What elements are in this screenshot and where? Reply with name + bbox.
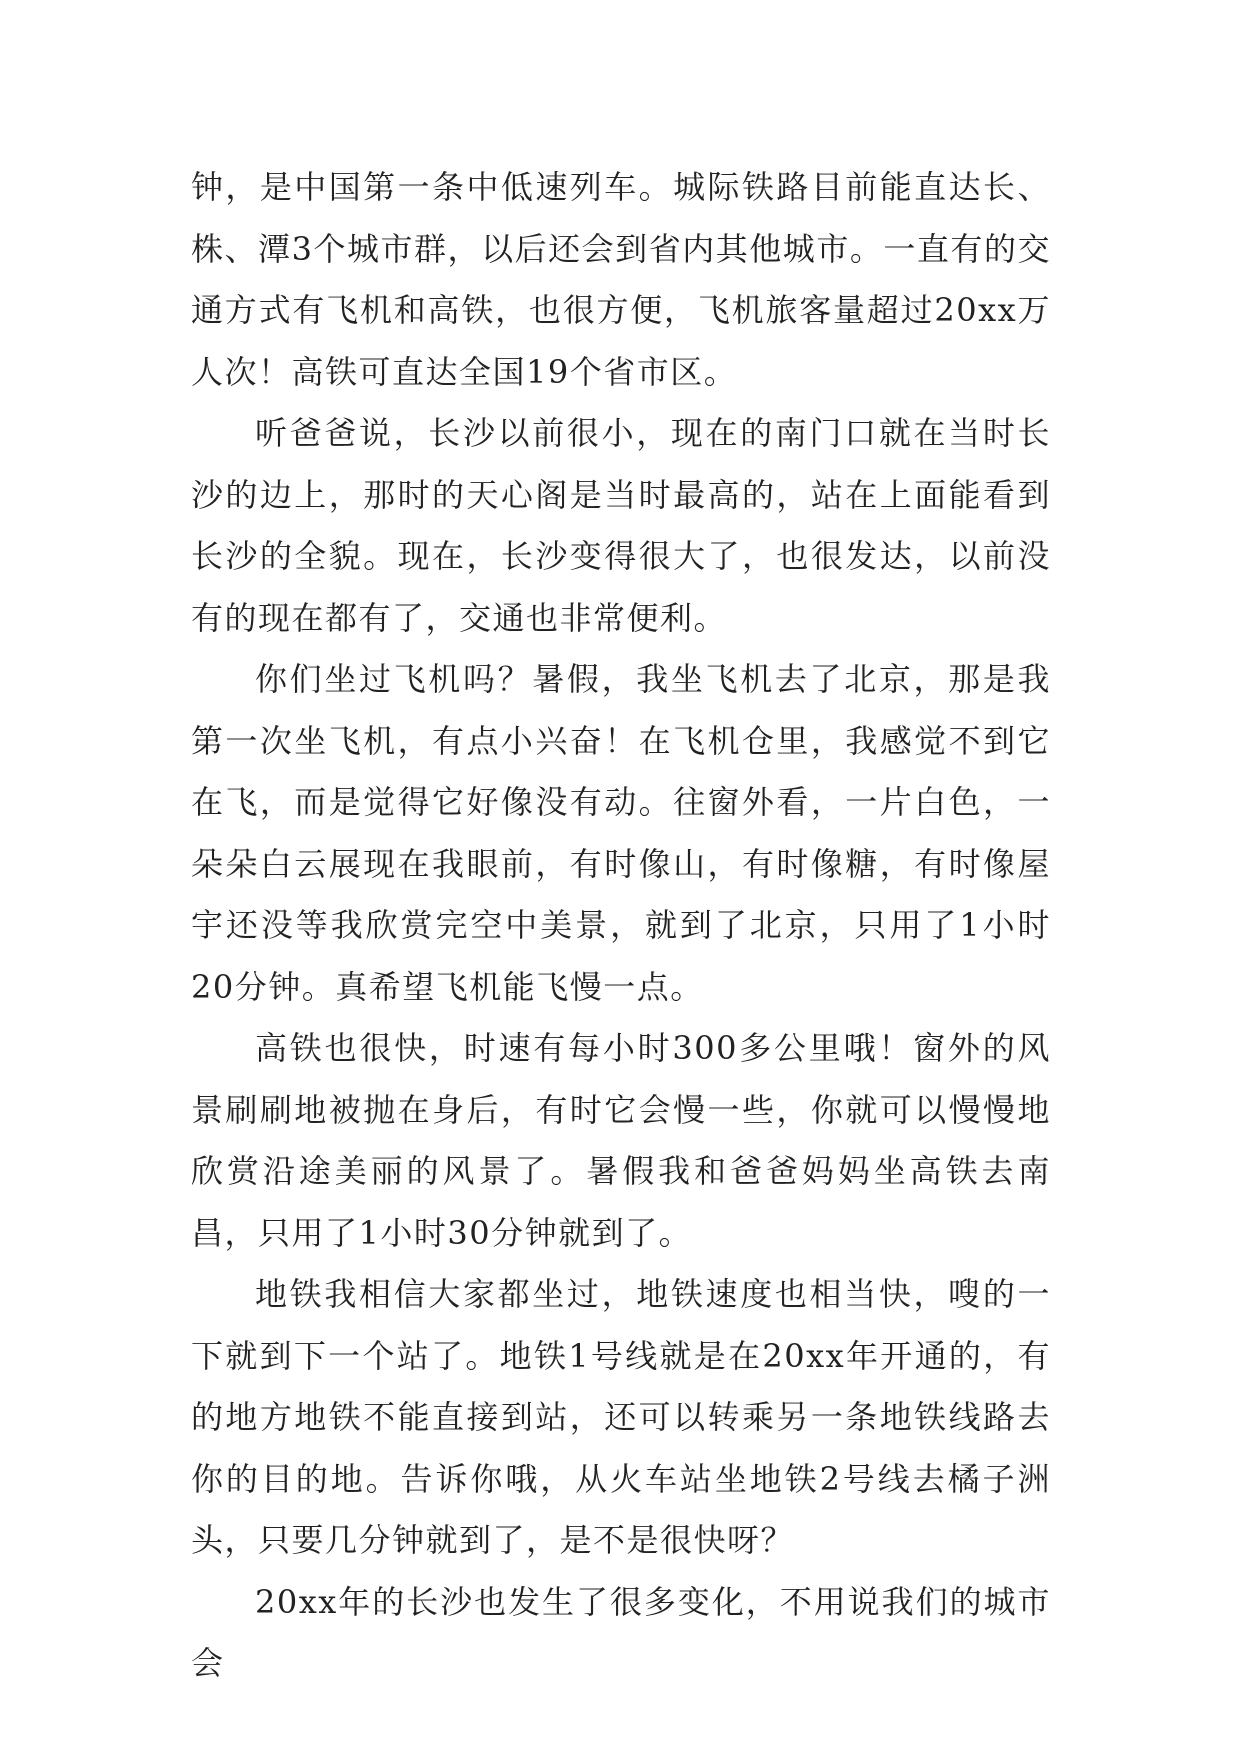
paragraph-2: 听爸爸说，长沙以前很小，现在的南门口就在当时长沙的边上，那时的天心阁是当时最高的，站在上面能看到长沙的全貌。现在，长沙变得很大了，也很发达，以前没有的现在都有了，交通也非常便利。 [191, 414, 1051, 637]
paragraph-4: 高铁也很快，时速有每小时300多公里哦！窗外的风景刷刷地被抛在身后，有时它会慢一些，你就可以慢慢地欣赏沿途美丽的风景了。暑假我和爸爸妈妈坐高铁去南昌，只用了1小时30分钟就到了。 [191, 1029, 1051, 1252]
paragraph-6: 20xx年的长沙也发生了很多变化，不用说我们的城市会 [191, 1582, 1051, 1682]
paragraph-1: 钟，是中国第一条中低速列车。城际铁路目前能直达长、株、潭3个城市群，以后还会到省内其他城市。一直有的交通方式有飞机和高铁，也很方便，飞机旅客量超过20xx万人次！高铁可直达全国19个省市区。 [191, 168, 1051, 391]
article-body [191, 157, 1051, 1695]
paragraph-5: 地铁我相信大家都坐过，地铁速度也相当快，嗖的一下就到下一个站了。地铁1号线就是在20xx年开通的，有的地方地铁不能直接到站，还可以转乘另一条地铁线路去你的目的地。告诉你哦，从火车站坐地铁2号线去橘子洲头，只要几分钟就到了，是不是很快呀？ [191, 1275, 1051, 1559]
paragraph-3: 你们坐过飞机吗？暑假，我坐飞机去了北京，那是我第一次坐飞机，有点小兴奋！在飞机仓里，我感觉不到它在飞，而是觉得它好像没有动。往窗外看，一片白色，一朵朵白云展现在我眼前，有时像山，有时像糖，有时像屋宇还没等我欣赏完空中美景，就到了北京，只用了1小时20分钟。真希望飞机能飞慢一点。 [191, 660, 1051, 1006]
